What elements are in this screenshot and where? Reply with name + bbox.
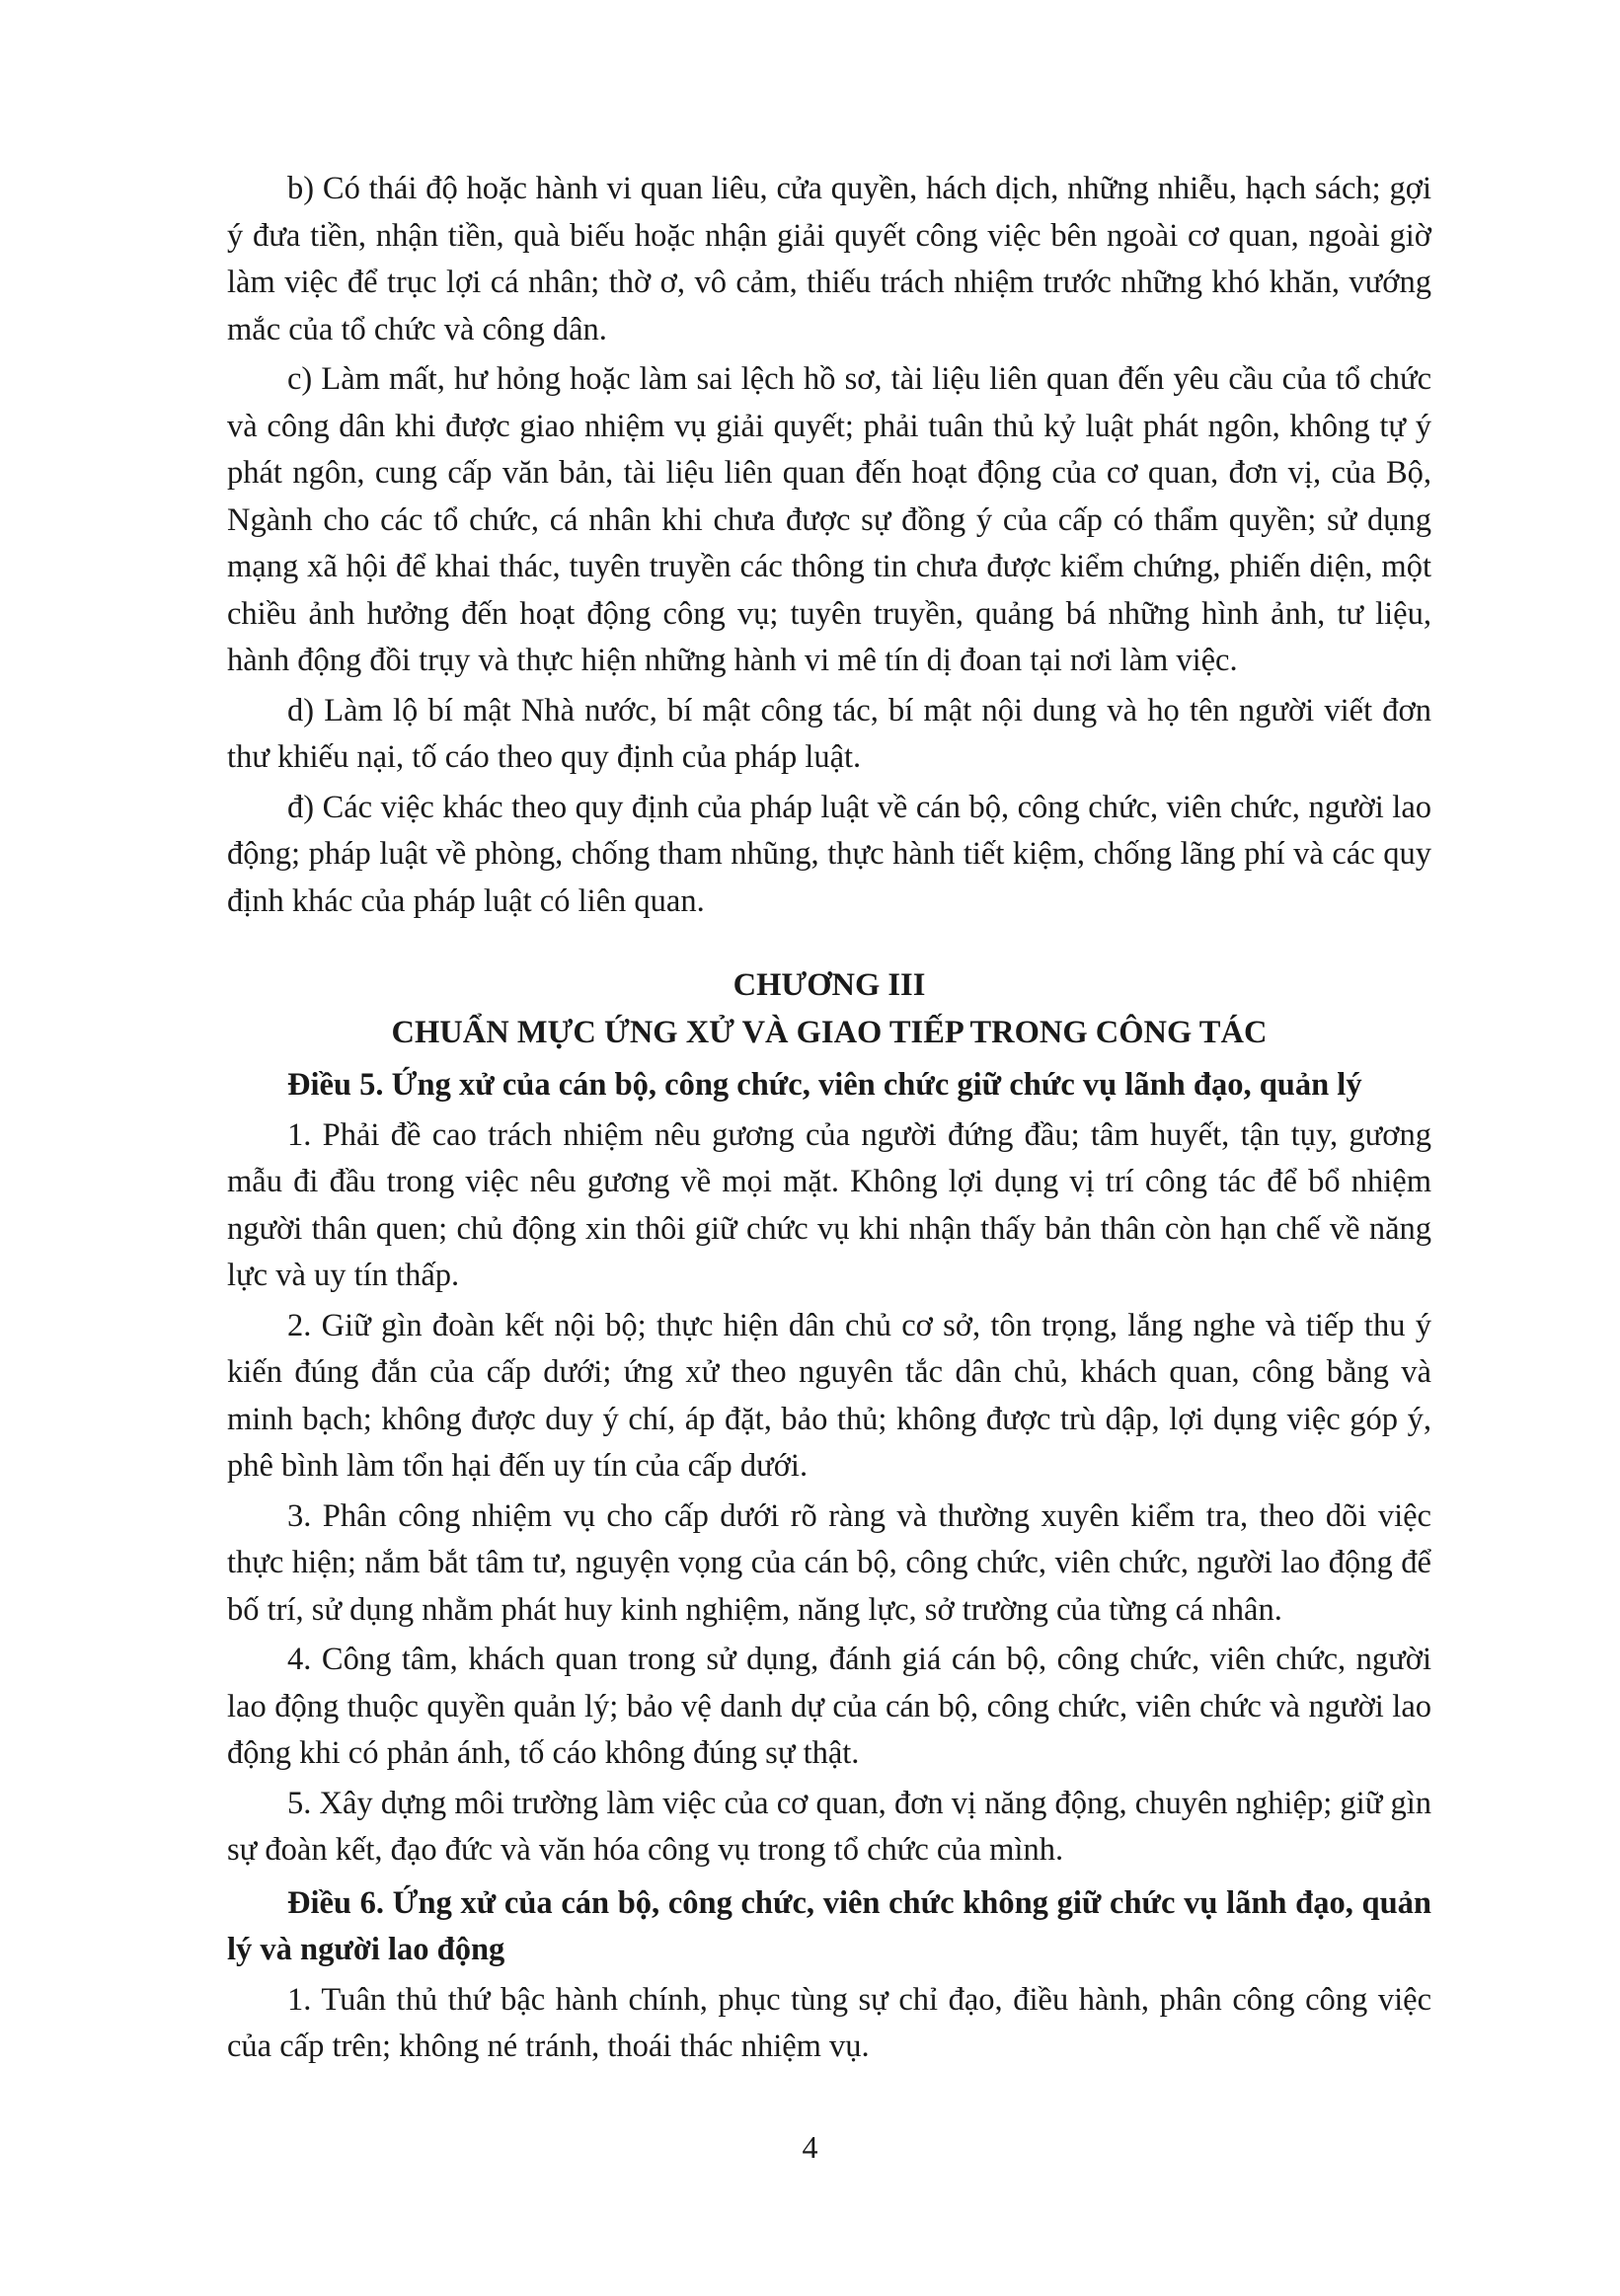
article-5-item-3: 3. Phân công nhiệm vụ cho cấp dưới rõ ràng và thường xuyên kiểm tra, theo dõi việc thực hiện; nắm bắt tâm tư, nguyện vọng của cán bộ, công chức, viên chức, người lao động để bố trí, sử dụng nhằm phát huy kinh nghiệm, năng lực, sở trường của từng cá nhân.: [227, 1497, 1431, 1628]
chapter-title: CHUẨN MỰC ỨNG XỬ VÀ GIAO TIẾP TRONG CÔNG TÁC: [391, 1014, 1268, 1050]
article-6-item-1: 1. Tuân thủ thứ bậc hành chính, phục tùng sự chỉ đạo, điều hành, phân công công việc của cấp trên; không né tránh, thoái thác nhiệm vụ.: [227, 1981, 1431, 2064]
paragraph-c: c) Làm mất, hư hỏng hoặc làm sai lệch hồ sơ, tài liệu liên quan đến yêu cầu của tổ chức và công dân khi được giao nhiệm vụ giải quyết; phải tuân thủ kỷ luật phát ngôn, không tự ý phát ngôn, cung cấp văn bản, tài liệu liên quan đến hoạt động của cơ quan, đơn vị, của Bộ, Ngành cho các tổ chức, cá nhân khi chưa được sự đồng ý của cấp có thẩm quyền; sử dụng mạng xã hội để khai thác, tuyên truyền các thông tin chưa được kiểm chứng, phiến diện, một chiều ảnh hưởng đến hoạt động công vụ; tuyên truyền, quảng bá những hình ảnh, tư liệu, hành động đồi trụy và thực hiện những hành vi mê tín dị đoan tại nơi làm việc.: [227, 361, 1431, 678]
article-5-item-2: 2. Giữ gìn đoàn kết nội bộ; thực hiện dân chủ cơ sở, tôn trọng, lắng nghe và tiếp thu ý kiến đúng đắn của cấp dưới; ứng xử theo nguyên tắc dân chủ, khách quan, công bằng và minh bạch; không được duy ý chí, áp đặt, bảo thủ; không được trù dập, lợi dụng việc góp ý, phê bình làm tổn hại đến uy tín của cấp dưới.: [227, 1307, 1431, 1484]
paragraph-b: b) Có thái độ hoặc hành vi quan liêu, cửa quyền, hách dịch, những nhiễu, hạch sách; gợi ý đưa tiền, nhận tiền, quà biếu hoặc nhận giải quyết công việc bên ngoài cơ quan, ngoài giờ làm việc để trục lợi cá nhân; thờ ơ, vô cảm, thiếu trách nhiệm trước những khó khăn, vướng mắc của tổ chức và công dân.: [227, 171, 1431, 347]
paragraph-d: d) Làm lộ bí mật Nhà nước, bí mật công tác, bí mật nội dung và họ tên người viết đơn thư khiếu nại, tố cáo theo quy định của pháp luật.: [227, 692, 1431, 775]
article-5-item-4: 4. Công tâm, khách quan trong sử dụng, đánh giá cán bộ, công chức, viên chức, người lao động thuộc quyền quản lý; bảo vệ danh dự của cán bộ, công chức, viên chức và người lao động khi có phản ánh, tố cáo không đúng sự thật.: [227, 1642, 1431, 1771]
chapter-number: CHƯƠNG III: [733, 967, 926, 1003]
document-page: [227, 166, 1431, 2074]
article-5-item-5: 5. Xây dựng môi trường làm việc của cơ quan, đơn vị năng động, chuyên nghiệp; giữ gìn sự đoàn kết, đạo đức và văn hóa công vụ trong tổ chức của mình.: [227, 1785, 1431, 1868]
article-5-item-1: 1. Phải đề cao trách nhiệm nêu gương của người đứng đầu; tâm huyết, tận tụy, gương mẫu đi đầu trong việc nêu gương về mọi mặt. Không lợi dụng vị trí công tác để bổ nhiệm người thân quen; chủ động xin thôi giữ chức vụ khi nhận thấy bản thân còn hạn chế về năng lực và uy tín thấp.: [227, 1116, 1431, 1293]
page-number: 4: [802, 2129, 818, 2165]
article-6-heading: Điều 6. Ứng xử của cán bộ, công chức, viên chức không giữ chức vụ lãnh đạo, quản lý và người lao động: [227, 1884, 1431, 1967]
paragraph-dd: đ) Các việc khác theo quy định của pháp luật về cán bộ, công chức, viên chức, người lao động; pháp luật về phòng, chống tham nhũng, thực hành tiết kiệm, chống lãng phí và các quy định khác của pháp luật có liên quan.: [227, 789, 1431, 919]
article-5-heading: Điều 5. Ứng xử của cán bộ, công chức, viên chức giữ chức vụ lãnh đạo, quản lý: [287, 1067, 1362, 1103]
